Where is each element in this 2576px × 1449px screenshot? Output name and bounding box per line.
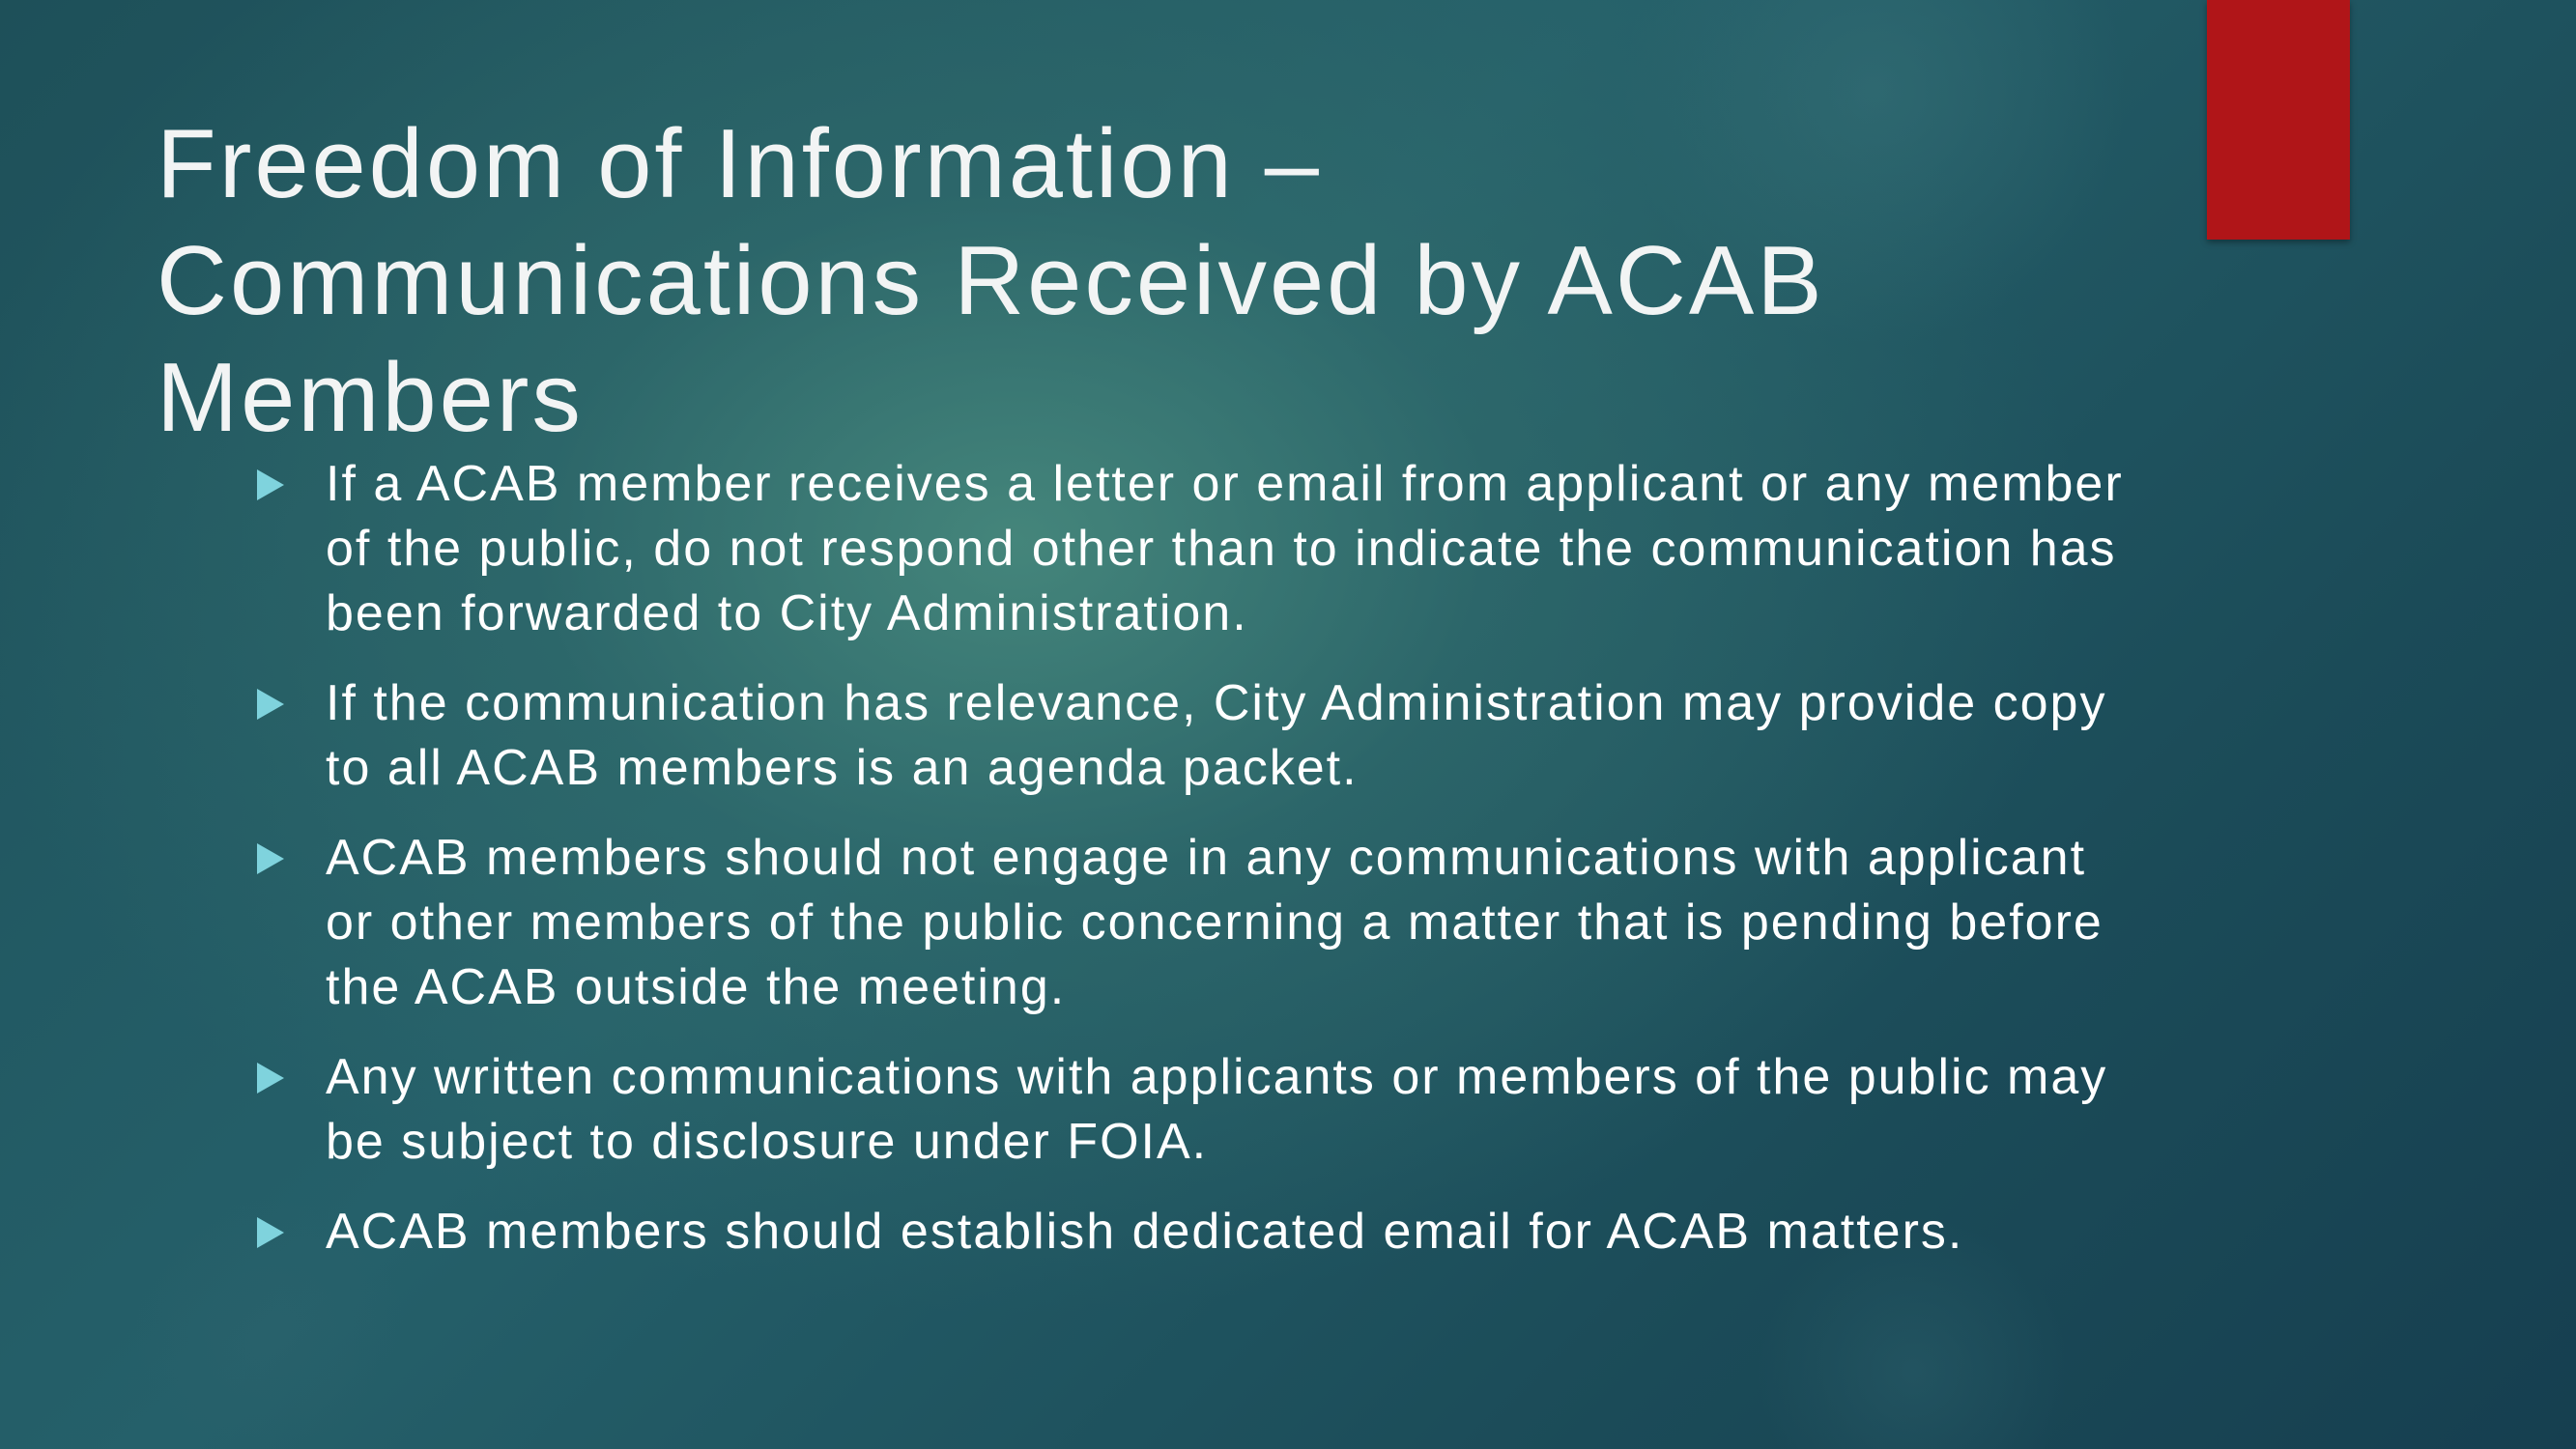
- title-line: Members: [157, 344, 584, 452]
- triangle-right-icon: [257, 469, 284, 500]
- bullet-item: [253, 452, 2147, 646]
- bullet-item: [253, 826, 2147, 1020]
- triangle-right-icon: [257, 1217, 284, 1248]
- bullet-item: [253, 671, 2147, 801]
- bullet-text: If the communication has relevance, City Administration may provide copy to all ACAB members is an agenda packet.: [326, 675, 2107, 796]
- bullet-list: [253, 452, 2147, 1290]
- triangle-right-icon: [257, 1063, 284, 1094]
- bullet-item: [253, 1200, 2147, 1264]
- bullet-item: [253, 1045, 2147, 1175]
- accent-bar: [2207, 0, 2350, 240]
- bullet-text: ACAB members should not engage in any communications with applicant or other members of the public concerning a matter that is pending before the ACAB outside the meeting.: [326, 830, 2104, 1015]
- triangle-right-icon: [257, 843, 284, 874]
- bullet-text: Any written communications with applicants or members of the public may be subject to disclosure under FOIA.: [326, 1049, 2108, 1170]
- bullet-text: If a ACAB member receives a letter or email from applicant or any member of the public, do not respond other than to indicate the communication has been forwarded to City Administration.: [326, 456, 2124, 641]
- slide-title: [157, 106, 2137, 457]
- triangle-right-icon: [257, 689, 284, 720]
- bullet-text: ACAB members should establish dedicated email for ACAB matters.: [326, 1204, 1964, 1260]
- title-line: Communications Received by ACAB: [157, 227, 1825, 335]
- title-line: Freedom of Information –: [157, 110, 1322, 218]
